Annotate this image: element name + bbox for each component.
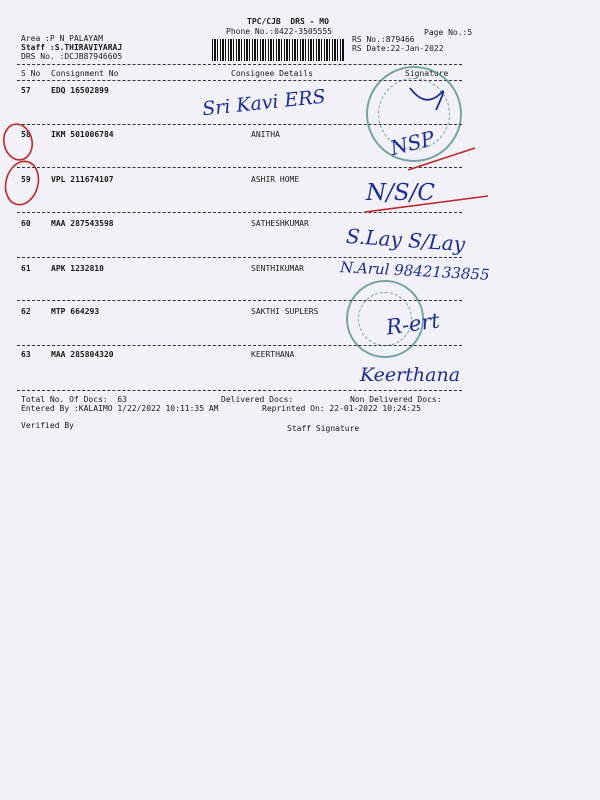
row-consignment: APK 1232810	[51, 264, 104, 273]
non-delivered-docs: Non Delivered Docs:	[350, 395, 442, 404]
reprinted-on: Reprinted On: 22-01-2022 10:24:25	[262, 404, 421, 413]
document-title: TPC/CJB DRS - MO	[247, 17, 329, 26]
row-consignee: SATHESHKUMAR	[251, 219, 309, 228]
row-consignee: ANITHA	[251, 130, 280, 139]
red-stroke-mark	[408, 148, 475, 170]
handwritten-signature: Sri Kavi ERS	[201, 85, 327, 121]
entered-by: Entered By :KALAIMO 1/22/2022 10:11:35 AM	[21, 404, 219, 413]
rs-date: RS Date:22-Jan-2022	[352, 44, 444, 53]
row-sno: 59	[21, 175, 31, 184]
staff-signature-label: Staff Signature	[287, 424, 360, 433]
row-consignment: MTP 664293	[51, 307, 100, 316]
staff-name: Staff :S.THIRAVIYARAJ	[21, 43, 123, 52]
row-sno: 61	[21, 264, 31, 273]
handwritten-signature: NSP	[387, 125, 437, 161]
row-sno: 60	[21, 219, 31, 228]
row-consignee: SENTHIKUMAR	[251, 264, 304, 273]
red-circle-mark	[1, 158, 43, 209]
handwritten-signature: S.Lay S/Lay	[345, 223, 466, 257]
row-consignment: EDQ 16502899	[51, 86, 109, 95]
row-sno: 57	[21, 86, 31, 95]
handwritten-signature: N/S/C	[366, 180, 435, 206]
total-docs: Total No. Of Docs: 63	[21, 395, 127, 404]
handwritten-signature: N.Arul 9842133855	[339, 258, 490, 284]
rs-number: RS No.:879466	[352, 35, 415, 44]
col-consignment: Consignment No	[51, 69, 119, 78]
row-consignee: SAKTHI SUPLERS	[251, 307, 319, 316]
row-consignment: MAA 285804320	[51, 350, 114, 359]
col-consignee: Consignee Details	[231, 69, 313, 78]
col-signature: Signature	[405, 69, 449, 78]
col-sno: S No	[21, 69, 41, 78]
row-consignee: KEERTHANA	[251, 350, 295, 359]
row-consignment: IKM 501006784	[51, 130, 114, 139]
drs-number: DRS No. :DCJB87946605	[21, 52, 123, 61]
delivered-docs: Delivered Docs:	[221, 395, 294, 404]
row-sno: 62	[21, 307, 31, 316]
row-consignee: ASHIR HOME	[251, 175, 300, 184]
row-sno: 58	[21, 130, 31, 139]
row-sno: 63	[21, 350, 31, 359]
handwritten-signature: R-ert	[384, 308, 442, 340]
verified-by: Verified By	[21, 421, 74, 430]
area: Area :P N PALAYAM	[21, 34, 103, 43]
blue-stroke-mark	[410, 88, 443, 110]
page-number: Page No.:5	[424, 28, 473, 37]
row-consignment: VPL 211674107	[51, 175, 114, 184]
phone-number: Phone No.:0422-3505555	[226, 27, 332, 36]
red-stroke-mark	[365, 196, 488, 212]
handwritten-signature: Keerthana	[360, 364, 461, 386]
red-circle-mark	[1, 121, 36, 162]
row-consignment: MAA 287543598	[51, 219, 114, 228]
